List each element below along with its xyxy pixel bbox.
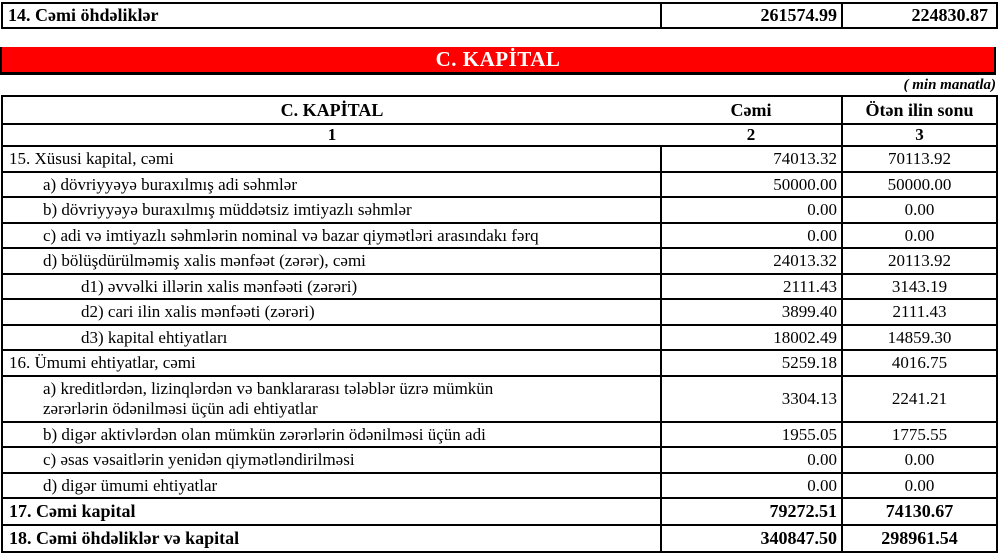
column-number-row bbox=[2, 124, 997, 146]
column-number-3: 3 bbox=[842, 124, 997, 146]
value-current: 74013.32 bbox=[661, 146, 842, 172]
value-current: 340847.50 bbox=[661, 525, 842, 552]
row-label-text: a) kreditlərdən, lizinqlərdən və banklararası tələblər üzrə mümkün zərərlərin ödənilməsi üçün adi ehtiyatlar bbox=[43, 379, 494, 418]
row-label bbox=[2, 172, 661, 198]
table-row bbox=[2, 274, 997, 300]
table-row bbox=[2, 223, 997, 249]
value-previous: 3143.19 bbox=[842, 274, 997, 300]
table-row bbox=[2, 146, 997, 172]
value-previous: 74130.67 bbox=[842, 498, 997, 525]
row-label bbox=[2, 376, 661, 422]
value-previous: 0.00 bbox=[842, 223, 997, 249]
value-previous: 2241.21 bbox=[842, 376, 997, 422]
value-previous: 1775.55 bbox=[842, 422, 997, 448]
row-label-text: 16. Ümumi ehtiyatlar, cəmi bbox=[9, 353, 196, 373]
value-current: 0.00 bbox=[661, 447, 842, 473]
row-label bbox=[2, 274, 661, 300]
row-label bbox=[2, 473, 661, 499]
row-label bbox=[2, 197, 661, 223]
row-label bbox=[2, 422, 661, 448]
balance-sheet-capital-section bbox=[0, 2, 1000, 559]
row-label-text: d2) cari ilin xalis mənfəəti (zərəri) bbox=[81, 302, 315, 322]
table-row bbox=[2, 325, 997, 351]
table-body bbox=[2, 96, 997, 552]
table-row bbox=[2, 248, 997, 274]
value-previous: 298961.54 bbox=[842, 525, 997, 552]
table-row bbox=[2, 376, 997, 422]
row-label bbox=[2, 350, 661, 376]
table-row bbox=[2, 525, 997, 552]
table-row bbox=[2, 447, 997, 473]
section-banner-title: C. KAPİTAL bbox=[435, 47, 561, 71]
row-label bbox=[2, 525, 661, 552]
value-current: 24013.32 bbox=[661, 248, 842, 274]
value-current: 1955.05 bbox=[661, 422, 842, 448]
value-previous: 224830.87 bbox=[842, 3, 997, 28]
table-row bbox=[2, 498, 997, 525]
value-previous: 14859.30 bbox=[842, 325, 997, 351]
table-row bbox=[2, 350, 997, 376]
total-liabilities-table bbox=[1, 2, 998, 29]
row-label-text: 18. Cəmi öhdəliklər və kapital bbox=[9, 528, 240, 549]
row-label bbox=[2, 248, 661, 274]
table-row bbox=[2, 473, 997, 499]
header-col-section: C. KAPİTAL bbox=[2, 96, 661, 124]
value-current: 261574.99 bbox=[661, 3, 842, 28]
row-label bbox=[2, 299, 661, 325]
table-row bbox=[2, 172, 997, 198]
row-label-text: b) dövriyyəyə buraxılmış müddətsiz imtiyazlı səhmlər bbox=[43, 200, 412, 220]
value-previous: 0.00 bbox=[842, 197, 997, 223]
value-current: 3899.40 bbox=[661, 299, 842, 325]
table-row bbox=[2, 197, 997, 223]
column-number-1: 1 bbox=[2, 124, 661, 146]
capital-table bbox=[1, 95, 998, 553]
value-current: 18002.49 bbox=[661, 325, 842, 351]
units-note: ( min manatla) bbox=[903, 77, 996, 93]
value-current: 79272.51 bbox=[661, 498, 842, 525]
row-label-text: a) dövriyyəyə buraxılmış adi səhmlər bbox=[43, 174, 297, 194]
header-row bbox=[2, 96, 997, 124]
row-label-text: d) bölüşdürülməmiş xalis mənfəət (zərər), cəmi bbox=[43, 251, 366, 271]
value-current: 3304.13 bbox=[661, 376, 842, 422]
table-row bbox=[2, 299, 997, 325]
row-label-text: b) digər aktivlərdən olan mümkün zərərlərin ödənilməsi üçün adi bbox=[43, 424, 486, 444]
value-previous: 50000.00 bbox=[842, 172, 997, 198]
value-current: 0.00 bbox=[661, 473, 842, 499]
table-row bbox=[2, 3, 997, 28]
value-previous: 4016.75 bbox=[842, 350, 997, 376]
value-previous: 2111.43 bbox=[842, 299, 997, 325]
section-banner bbox=[0, 47, 996, 75]
table-row bbox=[2, 422, 997, 448]
row-label-text: d) digər ümumi ehtiyatlar bbox=[43, 475, 218, 495]
value-current: 2111.43 bbox=[661, 274, 842, 300]
row-label bbox=[2, 447, 661, 473]
row-label-text: c) adi və imtiyazlı səhmlərin nominal və bazar qiymətləri arasındakı fərq bbox=[43, 225, 539, 245]
row-label bbox=[2, 146, 661, 172]
value-current: 50000.00 bbox=[661, 172, 842, 198]
row-label bbox=[2, 325, 661, 351]
value-previous: 20113.92 bbox=[842, 248, 997, 274]
header-col-previous: Ötən ilin sonu bbox=[842, 96, 997, 124]
column-number-2: 2 bbox=[661, 124, 842, 146]
row-label-text: 17. Cəmi kapital bbox=[9, 501, 136, 522]
row-label bbox=[2, 223, 661, 249]
header-col-total: Cəmi bbox=[661, 96, 842, 124]
value-current: 0.00 bbox=[661, 197, 842, 223]
row-label: 14. Cəmi öhdəliklər bbox=[2, 3, 661, 28]
value-current: 5259.18 bbox=[661, 350, 842, 376]
value-previous: 0.00 bbox=[842, 447, 997, 473]
value-previous: 70113.92 bbox=[842, 146, 997, 172]
row-label-text: 15. Xüsusi kapital, cəmi bbox=[9, 148, 174, 168]
value-current: 0.00 bbox=[661, 223, 842, 249]
value-previous: 0.00 bbox=[842, 473, 997, 499]
row-label bbox=[2, 498, 661, 525]
row-label-text: d3) kapital ehtiyatları bbox=[81, 327, 228, 347]
row-label-text: c) əsas vəsaitlərin yenidən qiymətləndirilməsi bbox=[43, 450, 355, 470]
row-label-text: d1) əvvəlki illərin xalis mənfəəti (zərəri) bbox=[81, 276, 358, 296]
